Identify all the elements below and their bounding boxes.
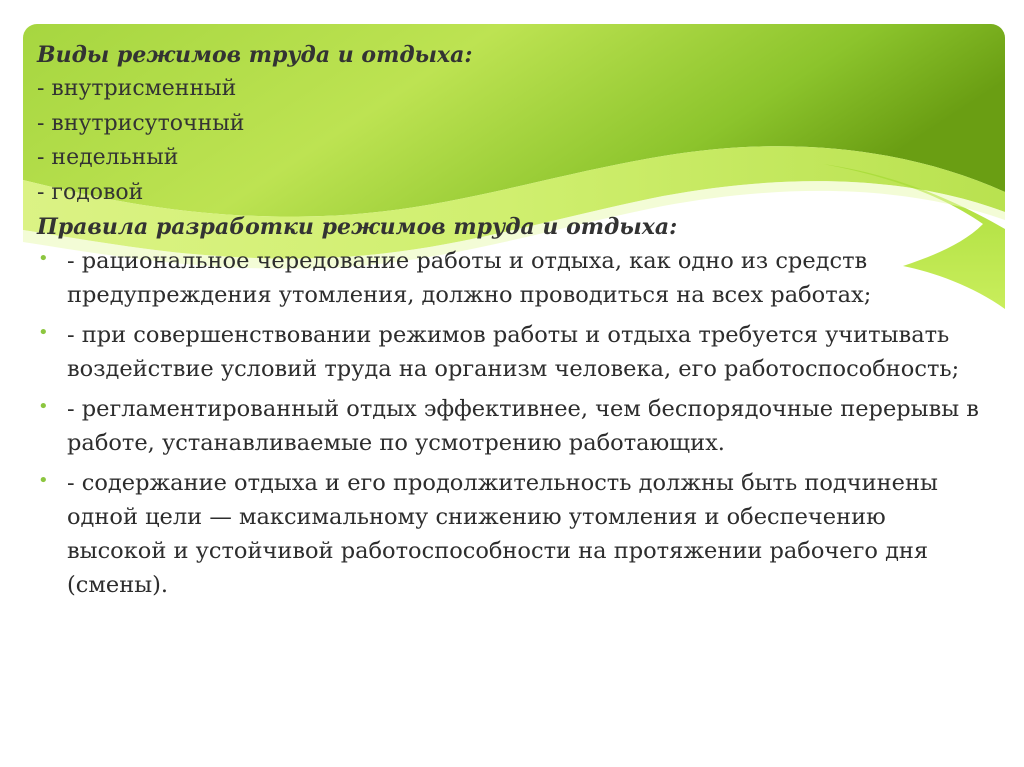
slide-content — [37, 38, 987, 608]
bullet-dot-icon: • — [38, 248, 49, 269]
bullet-dot-icon: • — [38, 322, 49, 343]
rules-heading: Правила разработки режимов труда и отдыха: — [37, 214, 678, 240]
rule-item — [37, 392, 987, 460]
mode-item-annual: - годовой — [37, 179, 144, 205]
rule-text: - рациональное чередование работы и отдыха, как одно из средств предупреждения утомления, должно проводиться на всех работах; — [67, 248, 872, 308]
rule-item — [37, 466, 987, 602]
bullet-dot-icon: • — [38, 470, 49, 491]
slide-frame — [23, 24, 1005, 767]
rule-text: - при совершенствовании режимов работы и отдыха требуется учитывать воздействие условий труда на организм человека, его работоспособность; — [67, 322, 960, 382]
mode-item-weekly: - недельный — [37, 145, 179, 170]
rule-item — [37, 244, 987, 312]
bullet-dot-icon: • — [38, 396, 49, 417]
rule-text: - содержание отдыха и его продолжительность должны быть подчинены одной цели — максимальному снижению утомления и обеспечению высокой и устойчивой работоспособности на протяжении рабочего дня (смены). — [67, 470, 938, 598]
mode-item-intraday: - внутрисуточный — [37, 110, 245, 136]
rules-list — [37, 244, 987, 602]
mode-item-intrashift: - внутрисменный — [37, 76, 237, 101]
modes-heading: Виды режимов труда и отдыха: — [37, 42, 473, 68]
rule-item — [37, 318, 987, 386]
rule-text: - регламентированный отдых эффективнее, чем беспорядочные перерывы в работе, устанавливаемые по усмотрению работающих. — [67, 396, 979, 456]
